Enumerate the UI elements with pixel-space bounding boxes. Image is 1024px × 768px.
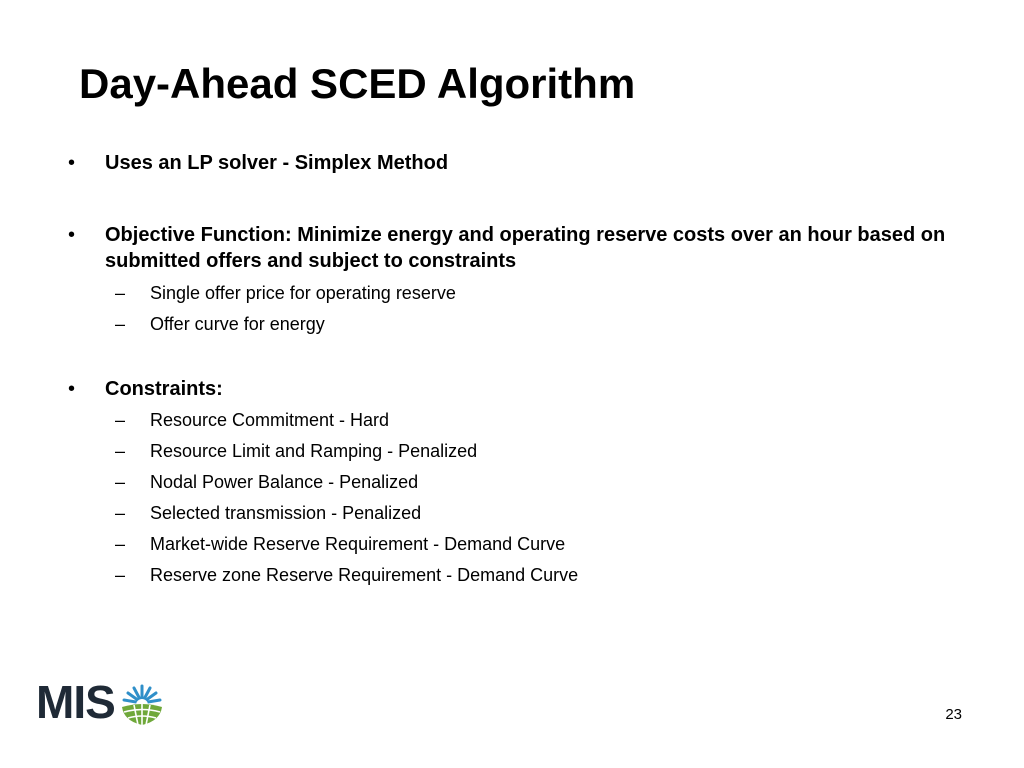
bullet-text: Uses an LP solver - Simplex Method: [105, 152, 449, 174]
sub-dash: –: [115, 314, 126, 334]
logo-wordmark: MIS: [36, 676, 115, 728]
bullet-text: Constraints:: [105, 378, 223, 400]
sub-dash: –: [115, 565, 126, 585]
page-number: 23: [945, 706, 962, 723]
bullet-list: [68, 150, 968, 591]
sub-dash: –: [115, 410, 126, 430]
sub-text: Reserve zone Reserve Requirement - Demand Curve: [150, 565, 579, 585]
sub-text: Single offer price for operating reserve: [150, 283, 456, 303]
sub-text: Resource Limit and Ramping - Penalized: [150, 441, 478, 461]
sub-dash: –: [115, 441, 126, 461]
bullet-dot: •: [68, 378, 76, 400]
sub-item: [68, 560, 968, 591]
bullet-item: [68, 222, 968, 274]
bullet-dot: •: [68, 152, 76, 174]
sub-item: [68, 405, 968, 436]
sub-text: Offer curve for energy: [150, 314, 325, 334]
sub-dash: –: [115, 283, 126, 303]
bullet-dot: •: [68, 224, 76, 246]
sub-item: [68, 278, 968, 309]
bullet-item: [68, 150, 968, 176]
sub-item: [68, 436, 968, 467]
sub-text: Nodal Power Balance - Penalized: [150, 472, 419, 492]
sub-item: [68, 498, 968, 529]
bullet-text: Objective Function: Minimize energy and operating reserve costs over an hour based on submitted offers and subject to constraints: [105, 224, 946, 272]
sub-list: [68, 278, 968, 340]
sub-item: [68, 467, 968, 498]
sub-dash: –: [115, 472, 126, 492]
sub-item: [68, 309, 968, 340]
sub-dash: –: [115, 503, 126, 523]
sun-field-logo-icon: [120, 683, 164, 727]
sub-item: [68, 529, 968, 560]
sub-dash: –: [115, 534, 126, 554]
slide-title: Day-Ahead SCED Algorithm: [79, 60, 636, 107]
bullet-item: [68, 376, 968, 402]
sub-text: Market-wide Reserve Requirement - Demand Curve: [150, 534, 566, 554]
sub-text: Selected transmission - Penalized: [150, 503, 422, 523]
miso-logo: [36, 676, 166, 728]
sub-text: Resource Commitment - Hard: [150, 410, 390, 430]
sub-list: [68, 405, 968, 591]
